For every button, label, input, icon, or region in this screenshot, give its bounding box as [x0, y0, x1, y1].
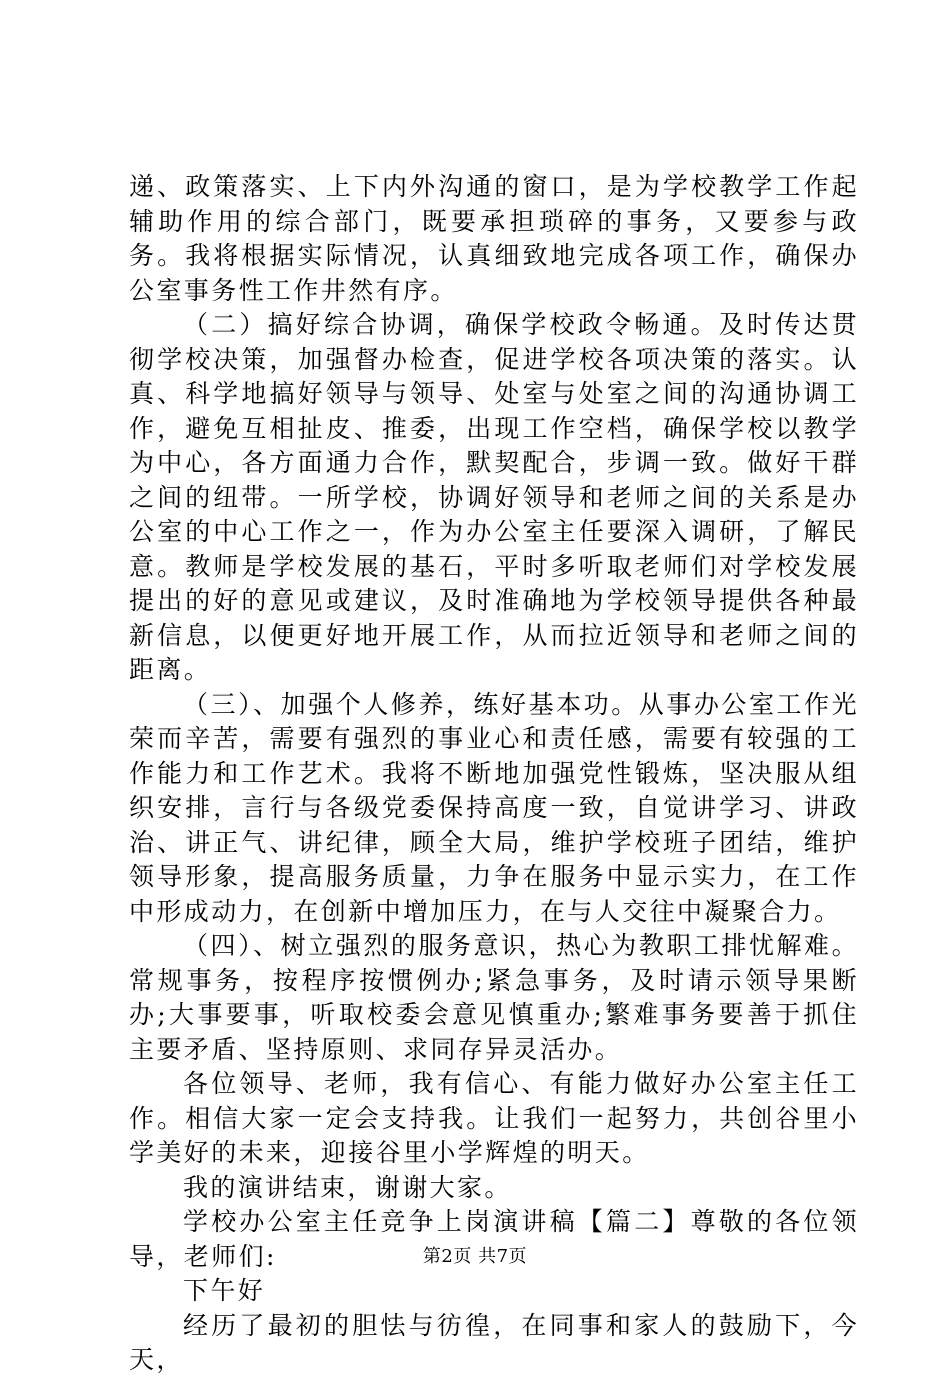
- paragraph-greeting: 下午好: [183, 1276, 266, 1305]
- paragraph-section-four: （四）、树立强烈的服务意识，热心为教职工排忧解难。常规事务，按程序按惯例办;紧急事务，及时请示领导果断办;大事要事，听取校委会意见慎重办;繁难事务要善于抓住主要矛盾、坚持原则、求同存异灵活办。: [129, 931, 859, 1064]
- paragraph-section-two: （二）搞好综合协调，确保学校政令畅通。及时传达贯彻学校决策，加强督办检查，促进学校各项决策的落实。认真、科学地搞好领导与领导、处室与处室之间的沟通协调工作，避免互相扯皮、推委，出现工作空档，确保学校以教学为中心，各方面通力合作，默契配合，步调一致。做好干群之间的纽带。一所学校，协调好领导和老师之间的关系是办公室的中心工作之一，作为办公室主任要深入调研，了解民意。教师是学校发展的基石，平时多听取老师们对学校发展提出的好的意见或建议，及时准确地为学校领导提供各种最新信息，以便更好地开展工作，从而拉近领导和老师之间的距离。: [129, 310, 859, 684]
- paragraph-part-two-heading: 学校办公室主任竞争上岗演讲稿【篇二】尊敬的各位领导，老师们:: [129, 1207, 859, 1271]
- paragraph-continuation: 递、政策落实、上下内外沟通的窗口，是为学校教学工作起辅助作用的综合部门，既要承担琐碎的事务，又要参与政务。我将根据实际情况，认真细致地完成各项工作，确保办公室事务性工作井然有序。: [129, 172, 859, 305]
- paragraph-closing-confidence: 各位领导、老师，我有信心、有能力做好办公室主任工作。相信大家一定会支持我。让我们一起努力，共创谷里小学美好的未来，迎接谷里小学辉煌的明天。: [129, 1069, 859, 1167]
- paragraph-section-three: （三）、加强个人修养，练好基本功。从事办公室工作光荣而辛苦，需要有强烈的事业心和责任感，需要有较强的工作能力和工作艺术。我将不断地加强党性锻炼，坚决服从组织安排，言行与各级党委保持高度一致，自觉讲学习、讲政治、讲正气、讲纪律，顾全大局，维护学校班子团结，维护领导形象，提高服务质量，力争在服务中显示实力，在工作中形成动力，在创新中增加压力，在与人交往中凝聚合力。: [129, 689, 859, 926]
- page-number-footer: 第2页 共7页: [422, 1246, 528, 1267]
- paragraph-speech-end: 我的演讲结束，谢谢大家。: [183, 1172, 512, 1202]
- paragraph-part-two-opening: 经历了最初的胆怯与彷徨，在同事和家人的鼓励下，今天，: [129, 1310, 859, 1374]
- document-body: [129, 170, 859, 1378]
